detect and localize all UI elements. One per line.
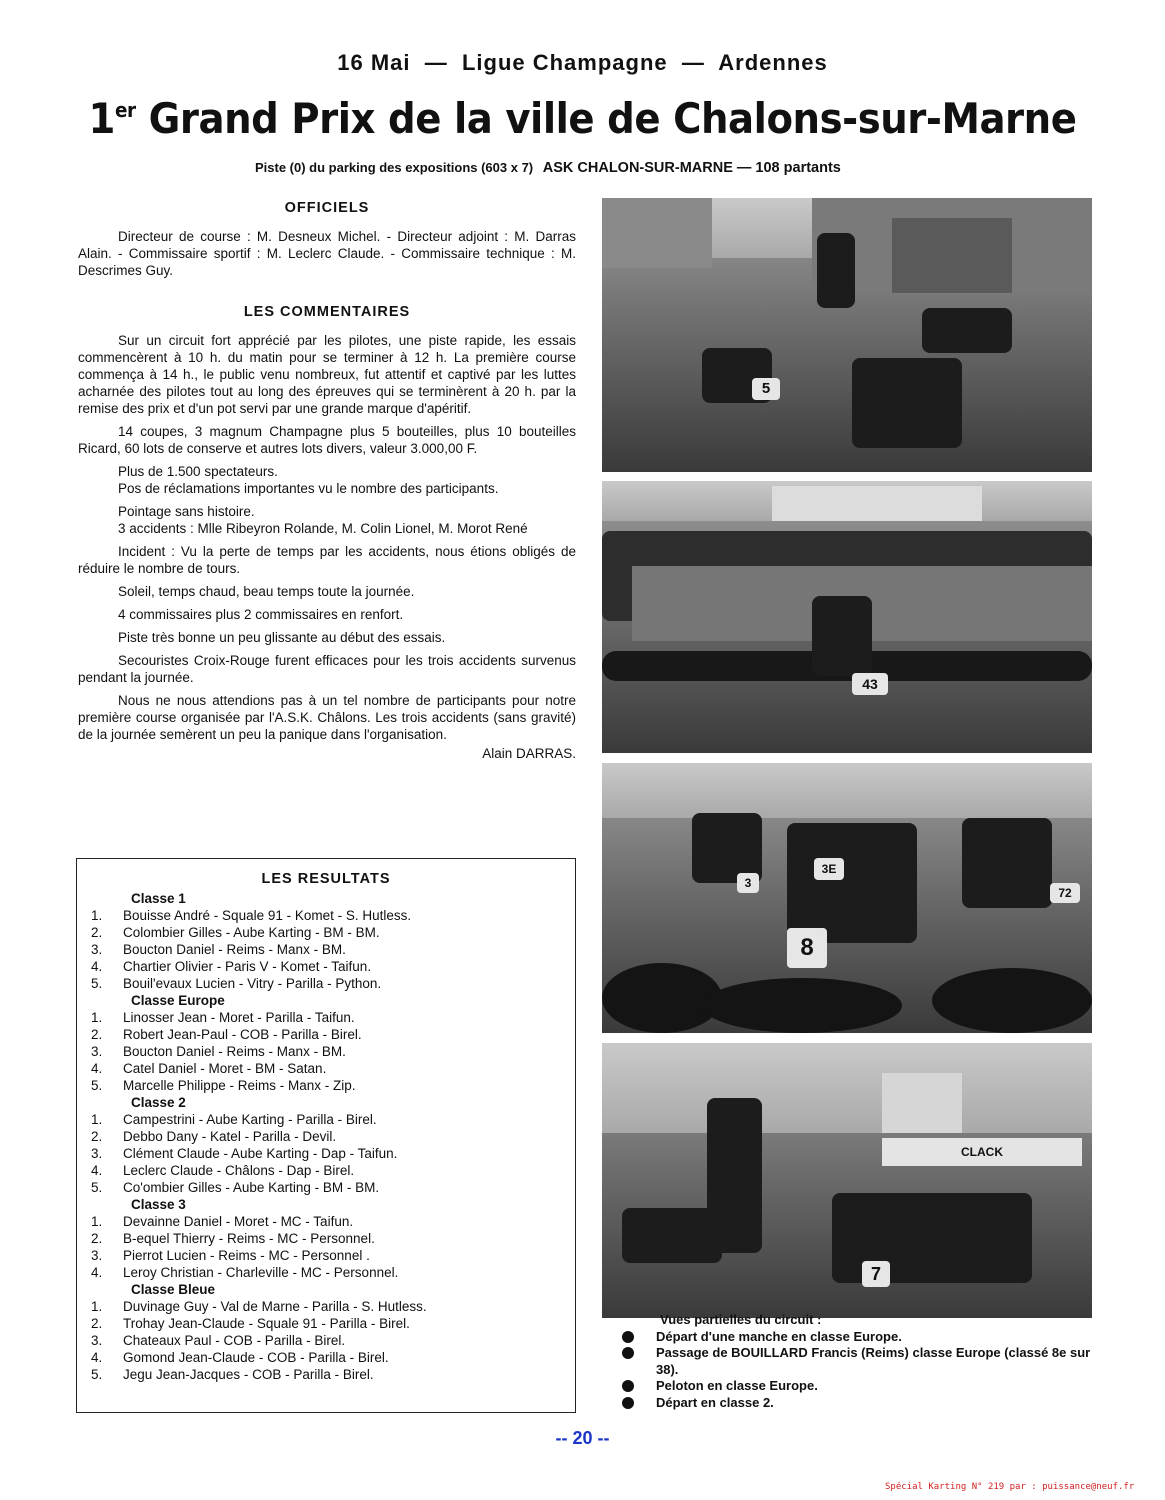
result-row [91,1077,561,1094]
bullet-icon [622,1347,634,1359]
result-text: Debbo Dany - Katel - Parilla - Devil. [123,1129,337,1144]
result-text: Bouisse André - Squale 91 - Komet - S. Hutless. [123,908,412,923]
result-rank: 3. [91,1044,103,1059]
result-row [91,1349,561,1366]
result-text: Colombier Gilles - Aube Karting - BM - BM. [123,925,380,940]
commentaires-section [78,304,576,762]
result-row [91,1162,561,1179]
page-number: -- 20 -- [555,1428,610,1448]
photo-caption [620,1312,1100,1411]
page-subtitle [255,160,841,176]
comment-paragraph: Soleil, temps chaud, beau temps toute la journée. [118,584,415,599]
result-rank: 1. [91,1010,103,1025]
kart-number-plate: 43 [852,673,888,695]
result-text: Campestrini - Aube Karting - Parilla - Birel. [123,1112,377,1127]
caption-item [620,1395,1100,1412]
banner-text: CLACK [882,1138,1082,1166]
title-number: 1 [88,94,115,143]
result-rank: 5. [91,976,103,991]
result-row [91,1060,561,1077]
result-rank: 4. [91,1265,103,1280]
result-text: Gomond Jean-Claude - COB - Parilla - Birel. [123,1350,389,1365]
result-rank: 1. [91,1299,103,1314]
bullet-icon [622,1331,634,1343]
comment-paragraph: Pointage sans histoire. [118,504,255,519]
comment-paragraph: Piste très bonne un peu glissante au début des essais. [118,630,446,645]
commentaires-heading: LES COMMENTAIRES [243,304,411,320]
result-text: Bouil'evaux Lucien - Vitry - Parilla - Python. [123,976,382,991]
photo-passage-bouillard [602,481,1092,753]
result-row [91,1247,561,1264]
result-text: Marcelle Philippe - Reims - Manx - Zip. [123,1078,356,1093]
result-text: Catel Daniel - Moret - BM - Satan. [123,1061,327,1076]
comment-paragraph: 14 coupes, 3 magnum Champagne plus 5 bouteilles, plus 10 bouteilles Ricard, 60 lots de conserve et autres lots divers, valeur 3.000,00 F. [78,424,576,456]
result-row [91,1026,561,1043]
result-row [91,1128,561,1145]
resultats-box [76,858,576,1413]
result-rank: 3. [91,942,103,957]
result-row [91,907,561,924]
subtitle-club: ASK CHALON-SUR-MARNE — 108 partants [542,160,841,176]
result-text: Linosser Jean - Moret - Parilla - Taifun. [123,1010,355,1025]
officiels-body [78,228,576,279]
title-text: Grand Prix de la ville de Chalons-sur-Marne [135,94,1077,143]
result-text: Trohay Jean-Claude - Squale 91 - Parilla - Birel. [123,1316,410,1331]
result-row [91,1366,561,1383]
result-rank: 3. [91,1146,103,1161]
officiels-heading: OFFICIELS [284,200,370,216]
result-rank: 3. [91,1248,103,1263]
officiels-section [78,200,576,285]
comment-paragraph: Pos de réclamations importantes vu le nombre des participants. [118,481,499,496]
result-text: Chateaux Paul - COB - Parilla - Birel. [123,1333,346,1348]
bullet-icon [622,1397,634,1409]
comment-paragraph: Plus de 1.500 spectateurs. [118,464,278,479]
caption-item-text: Départ en classe 2. [656,1394,774,1410]
resultats-heading: LES RESULTATS [261,871,391,887]
result-rank: 5. [91,1367,103,1382]
result-text: Co'ombier Gilles - Aube Karting - BM - BM. [123,1180,380,1195]
classe-heading: Classe 2 [131,1095,186,1110]
result-rank: 2. [91,1129,103,1144]
caption-item [620,1378,1100,1395]
result-rank: 1. [91,1112,103,1127]
result-text: B-equel Thierry - Reims - MC - Personnel. [123,1231,375,1246]
page-kicker: 16 Mai — Ligue Champagne — Ardennes [337,50,828,75]
resultats-list [91,891,561,1383]
result-rank: 2. [91,1231,103,1246]
classe-heading: Classe Europe [131,993,225,1008]
result-rank: 5. [91,1180,103,1195]
result-rank: 5. [91,1078,103,1093]
result-row [91,1230,561,1247]
result-row [91,1111,561,1128]
result-row [91,941,561,958]
result-text: Devainne Daniel - Moret - MC - Taifun. [123,1214,354,1229]
result-row [91,1145,561,1162]
caption-item [620,1345,1100,1378]
classe-heading: Classe 1 [131,891,186,906]
title-superscript: er [114,98,136,122]
caption-item [620,1329,1100,1346]
result-row [91,958,561,975]
result-rank: 2. [91,1316,103,1331]
result-text: Clément Claude - Aube Karting - Dap - Taifun. [123,1146,398,1161]
kart-number-plate: 72 [1050,883,1080,903]
photo-depart-europe [602,198,1092,472]
result-text: Jegu Jean-Jacques - COB - Parilla - Birel. [123,1367,374,1382]
classe-heading: Classe 3 [131,1197,186,1212]
result-rank: 4. [91,1350,103,1365]
result-rank: 4. [91,959,103,974]
caption-title: Vues partielles du circuit : [660,1312,822,1327]
kart-number-plate: 3E [814,858,844,880]
result-row [91,1298,561,1315]
result-row [91,1043,561,1060]
result-row [91,1009,561,1026]
result-row [91,1213,561,1230]
bullet-icon [622,1380,634,1392]
comment-paragraph: Nous ne nous attendions pas à un tel nombre de participants pour notre première course organisée par l'A.S.K. Châlons. Les trois accidents (sans gravité) de la journée semèrent un peu la panique dans l'organisation. [78,693,576,742]
result-rank: 1. [91,1214,103,1229]
result-row [91,1179,561,1196]
result-row [91,975,561,992]
result-text: Robert Jean-Paul - COB - Parilla - Birel. [123,1027,362,1042]
result-row [91,1315,561,1332]
classe-heading: Classe Bleue [131,1282,216,1297]
comment-paragraph: Sur un circuit fort apprécié par les pilotes, une piste rapide, les essais commencèrent à 10 h. du matin pour se terminer à 12 h. La première course commença à 14 h., le public venu nombreux, fut attentif et captivé par les luttes acharnée des pilotes tout au long des épreuves qui se terminèrent à 20 h. par la remise des prix et d'un pot servi par une grande marque d'apéritif. [78,333,576,416]
caption-item-text: Départ d'une manche en classe Europe. [656,1328,902,1344]
result-rank: 2. [91,925,103,940]
kart-number-plate: 5 [752,378,780,400]
result-rank: 2. [91,1027,103,1042]
result-text: Pierrot Lucien - Reims - MC - Personnel . [123,1248,370,1263]
photo-depart-classe-2 [602,1043,1092,1318]
result-text: Boucton Daniel - Reims - Manx - BM. [123,1044,346,1059]
result-text: Duvinage Guy - Val de Marne - Parilla - S. Hutless. [123,1299,427,1314]
result-row [91,924,561,941]
officiels-text: Directeur de course : M. Desneux Michel. - Directeur adjoint : M. Darras Alain. - Commissaire sportif : M. Leclerc Claude. - Commissaire technique : M. Descrimes Guy. [78,229,576,278]
result-rank: 1. [91,908,103,923]
result-rank: 4. [91,1163,103,1178]
caption-item-text: Peloton en classe Europe. [656,1378,818,1393]
page-title [47,94,1119,143]
comment-paragraph: Incident : Vu la perte de temps par les accidents, nous étions obligés de réduire le nombre de tours. [78,544,576,576]
signature: Alain DARRAS. [482,746,576,761]
footer-credit: Spécial Karting N° 219 par : puissance@neuf.fr [885,1482,1135,1492]
result-text: Leclerc Claude - Châlons - Dap - Birel. [123,1163,355,1178]
commentaires-body [78,332,576,762]
result-text: Chartier Olivier - Paris V - Komet - Taifun. [123,959,372,974]
result-rank: 3. [91,1333,103,1348]
caption-item-text: Passage de BOUILLARD Francis (Reims) classe Europe (classé 8e sur 38). [656,1345,1091,1377]
photo-peloton-europe [602,763,1092,1033]
result-rank: 4. [91,1061,103,1076]
comment-paragraph: Secouristes Croix-Rouge furent efficaces pour les trois accidents survenus pendant la journée. [78,653,576,685]
subtitle-track: Piste (0) du parking des expositions (603 x 7) [255,160,534,175]
kart-number-plate: 3 [737,873,759,893]
kart-number-plate: 8 [787,928,827,968]
result-text: Leroy Christian - Charleville - MC - Personnel. [123,1265,399,1280]
result-row [91,1264,561,1281]
comment-paragraph: 4 commissaires plus 2 commissaires en renfort. [118,607,404,622]
result-text: Boucton Daniel - Reims - Manx - BM. [123,942,346,957]
comment-paragraph: 3 accidents : Mlle Ribeyron Rolande, M. Colin Lionel, M. Morot René [118,521,528,536]
kart-number-plate: 7 [862,1261,890,1287]
result-row [91,1332,561,1349]
